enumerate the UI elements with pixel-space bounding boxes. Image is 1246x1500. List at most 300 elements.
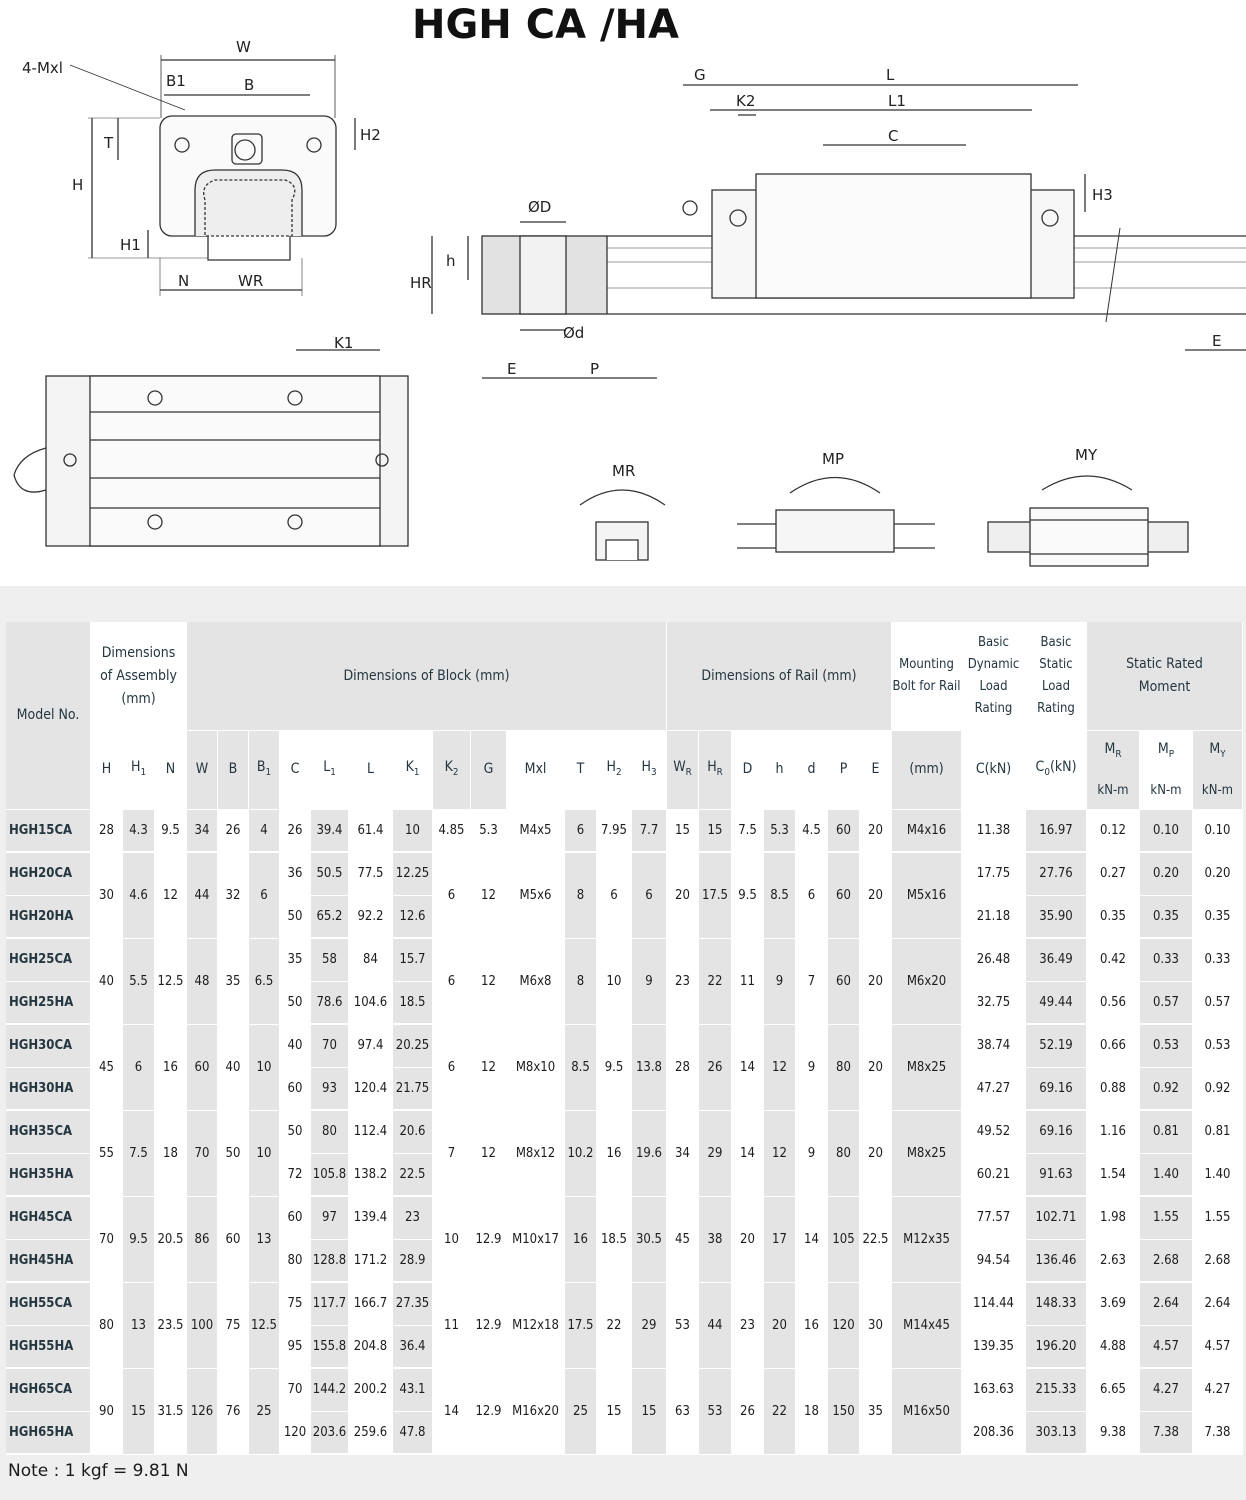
- cell-mr: 0.12: [1087, 810, 1140, 853]
- label-h1: H1: [120, 236, 141, 254]
- subheader-moment-mp: $M_P$ kN-m: [1140, 731, 1193, 810]
- cell-l: 200.2: [349, 1369, 393, 1412]
- subheader-h2: $H_2$: [597, 731, 632, 810]
- cell-wr: 34: [667, 1111, 699, 1197]
- cell-l: 166.7: [349, 1283, 393, 1326]
- cell-c0: 49.44: [1026, 982, 1087, 1025]
- cell-c: 35: [280, 939, 311, 982]
- cell-n: 18: [155, 1111, 187, 1197]
- cell-e: 20: [860, 1111, 892, 1197]
- cell-k1: 20.25: [393, 1025, 433, 1068]
- cell-my: 1.55: [1193, 1197, 1243, 1240]
- cell-d: 11: [732, 939, 764, 1025]
- label-p: P: [590, 360, 600, 378]
- cell-bolt: M6x20: [892, 939, 962, 1025]
- cell-t: 8: [565, 939, 597, 1025]
- cell-l: 97.4: [349, 1025, 393, 1068]
- cell-h3: 9: [632, 939, 667, 1025]
- cell-l1: 78.6: [311, 982, 349, 1025]
- cell-cdyn: 11.38: [962, 810, 1026, 853]
- table-row: [6, 1111, 1243, 1154]
- subheader-e: E: [860, 731, 892, 810]
- label-l1: L1: [888, 92, 906, 110]
- cell-d: 9.5: [732, 853, 764, 939]
- cell-n: 31.5: [155, 1369, 187, 1455]
- label-my: MY: [1075, 446, 1098, 464]
- top-view: [14, 350, 408, 546]
- cell-h: 45: [91, 1025, 123, 1111]
- subheader-h: h: [764, 731, 796, 810]
- cell-b1: 12.5: [249, 1283, 280, 1369]
- cell-b1: 6.5: [249, 939, 280, 1025]
- cell-c: 50: [280, 982, 311, 1025]
- cell-h: 30: [91, 853, 123, 939]
- cell-h2: 7.95: [597, 810, 632, 853]
- cell-k1: 10: [393, 810, 433, 853]
- cell-d: 7: [796, 939, 828, 1025]
- model-cell: HGH35HA: [6, 1154, 91, 1197]
- cell-k1: 20.6: [393, 1111, 433, 1154]
- cell-b1: 4: [249, 810, 280, 853]
- cell-hr: 26: [699, 1025, 732, 1111]
- cell-c: 60: [280, 1068, 311, 1111]
- model-cell: HGH25CA: [6, 939, 91, 982]
- cell-l: 61.4: [349, 810, 393, 853]
- cell-cdyn: 49.52: [962, 1111, 1026, 1154]
- cell-mr: 6.65: [1087, 1369, 1140, 1412]
- cell-c0: 102.71: [1026, 1197, 1087, 1240]
- cell-k2: 14: [433, 1369, 471, 1455]
- cell-h: 80: [91, 1283, 123, 1369]
- model-cell: HGH65HA: [6, 1412, 91, 1455]
- label-h2: H2: [360, 126, 381, 144]
- cell-hr: 53: [699, 1369, 732, 1455]
- cell-k1: 43.1: [393, 1369, 433, 1412]
- cell-mr: 0.88: [1087, 1068, 1140, 1111]
- cell-e: 20: [860, 853, 892, 939]
- moment-my-icon: [988, 476, 1188, 566]
- cell-h1: 9.5: [123, 1197, 155, 1283]
- cell-e: 30: [860, 1283, 892, 1369]
- cell-wr: 45: [667, 1197, 699, 1283]
- subheader-n: N: [155, 731, 187, 810]
- cell-c: 36: [280, 853, 311, 896]
- label-n: N: [178, 272, 190, 290]
- cell-c: 80: [280, 1240, 311, 1283]
- cell-n: 12.5: [155, 939, 187, 1025]
- cell-h: 9: [764, 939, 796, 1025]
- cell-wr: 15: [667, 810, 699, 853]
- cell-my: 4.27: [1193, 1369, 1243, 1412]
- table-row: [6, 1025, 1243, 1068]
- cell-h: 90: [91, 1369, 123, 1455]
- cell-l: 84: [349, 939, 393, 982]
- cell-mp: 1.55: [1140, 1197, 1193, 1240]
- cell-h: 22: [764, 1369, 796, 1455]
- cell-mr: 0.42: [1087, 939, 1140, 982]
- cell-c: 75: [280, 1283, 311, 1326]
- cell-c0: 215.33: [1026, 1369, 1087, 1412]
- cell-l1: 93: [311, 1068, 349, 1111]
- cell-l1: 39.4: [311, 810, 349, 853]
- cell-c0: 91.63: [1026, 1154, 1087, 1197]
- cell-k2: 7: [433, 1111, 471, 1197]
- cell-g: 12.9: [471, 1283, 507, 1369]
- cell-e: 35: [860, 1369, 892, 1455]
- cell-l: 104.6: [349, 982, 393, 1025]
- cell-mr: 1.16: [1087, 1111, 1140, 1154]
- cell-k2: 6: [433, 853, 471, 939]
- moment-mr-icon: [580, 490, 665, 560]
- cell-l1: 50.5: [311, 853, 349, 896]
- cell-k1: 28.9: [393, 1240, 433, 1283]
- cell-mr: 1.54: [1087, 1154, 1140, 1197]
- cell-b: 40: [218, 1025, 249, 1111]
- cell-wr: 20: [667, 853, 699, 939]
- cell-mp: 0.81: [1140, 1111, 1193, 1154]
- cell-h3: 7.7: [632, 810, 667, 853]
- cell-h: 8.5: [764, 853, 796, 939]
- cell-l: 138.2: [349, 1154, 393, 1197]
- cell-c0: 303.13: [1026, 1412, 1087, 1455]
- cell-cdyn: 47.27: [962, 1068, 1026, 1111]
- cell-c0: 148.33: [1026, 1283, 1087, 1326]
- cell-bolt: M14x45: [892, 1283, 962, 1369]
- cell-h2: 22: [597, 1283, 632, 1369]
- header-dynamic: Basic Dynamic Load Rating: [962, 622, 1026, 731]
- cell-wr: 53: [667, 1283, 699, 1369]
- header-block: Dimensions of Block (mm): [187, 622, 667, 731]
- label-w: W: [236, 38, 251, 56]
- cell-p: 150: [828, 1369, 860, 1455]
- cell-cdyn: 17.75: [962, 853, 1026, 896]
- model-cell: HGH45HA: [6, 1240, 91, 1283]
- cell-hr: 15: [699, 810, 732, 853]
- cell-p: 60: [828, 810, 860, 853]
- cell-my: 0.33: [1193, 939, 1243, 982]
- cell-mr: 0.56: [1087, 982, 1140, 1025]
- cell-mxl: M6x8: [507, 939, 565, 1025]
- cell-mr: 0.35: [1087, 896, 1140, 939]
- subheader-h3: $H_3$: [632, 731, 667, 810]
- label-h-small: h: [446, 252, 456, 270]
- subheader-k2: $K_2$: [433, 731, 471, 810]
- cell-bolt: M8x25: [892, 1025, 962, 1111]
- cell-k1: 21.75: [393, 1068, 433, 1111]
- cell-l1: 144.2: [311, 1369, 349, 1412]
- subheader-h: H: [91, 731, 123, 810]
- cell-mp: 0.92: [1140, 1068, 1193, 1111]
- cell-d: 6: [796, 853, 828, 939]
- cell-my: 4.57: [1193, 1326, 1243, 1369]
- subheader-l: L: [349, 731, 393, 810]
- subheader-b: B: [218, 731, 249, 810]
- cell-l1: 70: [311, 1025, 349, 1068]
- cell-cdyn: 114.44: [962, 1283, 1026, 1326]
- cell-hr: 44: [699, 1283, 732, 1369]
- cell-hr: 29: [699, 1111, 732, 1197]
- cell-p: 120: [828, 1283, 860, 1369]
- footnote: Note : 1 kgf = 9.81 N: [8, 1461, 189, 1481]
- cell-cdyn: 139.35: [962, 1326, 1026, 1369]
- model-cell: HGH55HA: [6, 1326, 91, 1369]
- cell-mp: 0.33: [1140, 939, 1193, 982]
- cell-h2: 6: [597, 853, 632, 939]
- cell-bolt: M16x50: [892, 1369, 962, 1455]
- cell-w: 86: [187, 1197, 218, 1283]
- cell-t: 10.2: [565, 1111, 597, 1197]
- cell-k1: 12.6: [393, 896, 433, 939]
- cell-l: 120.4: [349, 1068, 393, 1111]
- subheader-t: T: [565, 731, 597, 810]
- cell-mp: 4.27: [1140, 1369, 1193, 1412]
- cell-k1: 18.5: [393, 982, 433, 1025]
- cell-g: 12: [471, 1111, 507, 1197]
- cell-c0: 36.49: [1026, 939, 1087, 982]
- cell-c: 50: [280, 896, 311, 939]
- cell-b1: 13: [249, 1197, 280, 1283]
- cell-b1: 10: [249, 1111, 280, 1197]
- cell-c0: 69.16: [1026, 1068, 1087, 1111]
- cell-my: 0.81: [1193, 1111, 1243, 1154]
- cell-e: 20: [860, 1025, 892, 1111]
- cell-l1: 80: [311, 1111, 349, 1154]
- cell-d: 23: [732, 1283, 764, 1369]
- cell-e: 22.5: [860, 1197, 892, 1283]
- drawing-title: HGH CA /HA: [412, 2, 679, 48]
- subheader-moment-my: $M_Y$ kN-m: [1193, 731, 1243, 810]
- label-k2: K2: [736, 92, 756, 110]
- side-view: [432, 85, 1246, 378]
- cell-h1: 6: [123, 1025, 155, 1111]
- label-mr: MR: [612, 462, 636, 480]
- cell-h: 20: [764, 1283, 796, 1369]
- model-cell: HGH15CA: [6, 810, 91, 853]
- header-rail: Dimensions of Rail (mm): [667, 622, 892, 731]
- subheader-dynamic-unit: C(kN): [962, 731, 1026, 810]
- cell-h3: 6: [632, 853, 667, 939]
- cell-d: 20: [732, 1197, 764, 1283]
- label-od: ØD: [528, 198, 552, 216]
- cell-g: 12.9: [471, 1197, 507, 1283]
- cell-b: 32: [218, 853, 249, 939]
- cell-l1: 105.8: [311, 1154, 349, 1197]
- cell-d: 14: [732, 1025, 764, 1111]
- subheader-k1: $K_1$: [393, 731, 433, 810]
- cell-w: 34: [187, 810, 218, 853]
- cell-h3: 19.6: [632, 1111, 667, 1197]
- cell-k1: 23: [393, 1197, 433, 1240]
- cell-d: 7.5: [732, 810, 764, 853]
- cell-k1: 47.8: [393, 1412, 433, 1455]
- label-l: L: [886, 66, 895, 84]
- cell-k1: 15.7: [393, 939, 433, 982]
- cell-p: 105: [828, 1197, 860, 1283]
- cell-l1: 155.8: [311, 1326, 349, 1369]
- cell-c: 40: [280, 1025, 311, 1068]
- cell-h2: 18.5: [597, 1197, 632, 1283]
- cell-cdyn: 32.75: [962, 982, 1026, 1025]
- cell-mp: 0.20: [1140, 853, 1193, 896]
- cell-mr: 4.88: [1087, 1326, 1140, 1369]
- cell-d: 9: [796, 1025, 828, 1111]
- label-e-left: E: [507, 360, 517, 378]
- cell-g: 12: [471, 1025, 507, 1111]
- cell-t: 6: [565, 810, 597, 853]
- cell-p: 60: [828, 939, 860, 1025]
- cell-c: 70: [280, 1369, 311, 1412]
- cell-n: 20.5: [155, 1197, 187, 1283]
- subheader-p: P: [828, 731, 860, 810]
- cell-l: 204.8: [349, 1326, 393, 1369]
- cell-mxl: M8x12: [507, 1111, 565, 1197]
- cell-my: 0.20: [1193, 853, 1243, 896]
- cell-k2: 10: [433, 1197, 471, 1283]
- label-hr: HR: [410, 274, 432, 292]
- cell-mp: 4.57: [1140, 1326, 1193, 1369]
- cell-h: 70: [91, 1197, 123, 1283]
- cell-k2: 6: [433, 939, 471, 1025]
- cell-l1: 128.8: [311, 1240, 349, 1283]
- model-cell: HGH55CA: [6, 1283, 91, 1326]
- cell-my: 2.64: [1193, 1283, 1243, 1326]
- cell-k1: 22.5: [393, 1154, 433, 1197]
- cell-h: 5.3: [764, 810, 796, 853]
- cell-g: 12: [471, 853, 507, 939]
- cell-cdyn: 60.21: [962, 1154, 1026, 1197]
- cell-g: 12.9: [471, 1369, 507, 1455]
- cell-t: 25: [565, 1369, 597, 1455]
- cell-c0: 16.97: [1026, 810, 1087, 853]
- cell-mr: 9.38: [1087, 1412, 1140, 1455]
- label-wr: WR: [238, 272, 264, 290]
- cell-h1: 5.5: [123, 939, 155, 1025]
- cell-hr: 22: [699, 939, 732, 1025]
- cell-bolt: M12x35: [892, 1197, 962, 1283]
- cell-l: 77.5: [349, 853, 393, 896]
- cell-mr: 1.98: [1087, 1197, 1140, 1240]
- cell-wr: 23: [667, 939, 699, 1025]
- cell-mxl: M8x10: [507, 1025, 565, 1111]
- subheader-h1: $H_1$: [123, 731, 155, 810]
- cell-k2: 6: [433, 1025, 471, 1111]
- cell-b1: 6: [249, 853, 280, 939]
- cell-mr: 0.66: [1087, 1025, 1140, 1068]
- label-g: G: [694, 66, 706, 84]
- subheader-c: C: [280, 731, 311, 810]
- cell-b: 50: [218, 1111, 249, 1197]
- cell-h2: 10: [597, 939, 632, 1025]
- cell-h3: 13.8: [632, 1025, 667, 1111]
- cell-my: 0.35: [1193, 896, 1243, 939]
- cell-hr: 17.5: [699, 853, 732, 939]
- cell-e: 20: [860, 939, 892, 1025]
- cell-mr: 0.27: [1087, 853, 1140, 896]
- model-cell: HGH65CA: [6, 1369, 91, 1412]
- cell-mp: 2.64: [1140, 1283, 1193, 1326]
- cell-my: 0.57: [1193, 982, 1243, 1025]
- label-t: T: [104, 134, 114, 152]
- cell-k1: 27.35: [393, 1283, 433, 1326]
- cell-n: 23.5: [155, 1283, 187, 1369]
- model-cell: HGH35CA: [6, 1111, 91, 1154]
- model-cell: HGH20CA: [6, 853, 91, 896]
- cell-d: 26: [732, 1369, 764, 1455]
- cell-k1: 12.25: [393, 853, 433, 896]
- header-model: Model No.: [6, 622, 91, 810]
- cell-h3: 29: [632, 1283, 667, 1369]
- cell-my: 0.10: [1193, 810, 1243, 853]
- subheader-bolt-unit: (mm): [892, 731, 962, 810]
- cell-mp: 1.40: [1140, 1154, 1193, 1197]
- cell-w: 48: [187, 939, 218, 1025]
- front-view: [70, 55, 355, 296]
- cell-mr: 3.69: [1087, 1283, 1140, 1326]
- cell-h1: 4.6: [123, 853, 155, 939]
- subheader-b1: $B_1$: [249, 731, 280, 810]
- cell-mxl: M12x18: [507, 1283, 565, 1369]
- cell-k1: 36.4: [393, 1326, 433, 1369]
- cell-h: 12: [764, 1025, 796, 1111]
- cell-n: 12: [155, 853, 187, 939]
- cell-c0: 27.76: [1026, 853, 1087, 896]
- cell-b1: 25: [249, 1369, 280, 1455]
- subheader-l1: $L_1$: [311, 731, 349, 810]
- cell-h3: 15: [632, 1369, 667, 1455]
- technical-drawing: [0, 0, 1246, 586]
- cell-n: 9.5: [155, 810, 187, 853]
- cell-c0: 69.16: [1026, 1111, 1087, 1154]
- cell-cdyn: 21.18: [962, 896, 1026, 939]
- subheader-moment-mr: $M_R$ kN-m: [1087, 731, 1140, 810]
- label-h: H: [72, 176, 84, 194]
- label-4mxl: 4-Mxl: [22, 59, 63, 77]
- cell-l1: 203.6: [311, 1412, 349, 1455]
- cell-g: 5.3: [471, 810, 507, 853]
- header-static: Basic Static Load Rating: [1026, 622, 1087, 731]
- label-c: C: [888, 127, 899, 145]
- cell-cdyn: 26.48: [962, 939, 1026, 982]
- cell-c0: 136.46: [1026, 1240, 1087, 1283]
- subheader-hr: $H_R$: [699, 731, 732, 810]
- subheader-static-unit: $C_0(kN)$: [1026, 731, 1087, 810]
- cell-l1: 65.2: [311, 896, 349, 939]
- cell-d: 14: [732, 1111, 764, 1197]
- cell-l: 92.2: [349, 896, 393, 939]
- cell-my: 1.40: [1193, 1154, 1243, 1197]
- table-row: [6, 853, 1243, 896]
- cell-my: 2.68: [1193, 1240, 1243, 1283]
- cell-mp: 2.68: [1140, 1240, 1193, 1283]
- cell-k2: 4.85: [433, 810, 471, 853]
- cell-bolt: M8x25: [892, 1111, 962, 1197]
- cell-g: 12: [471, 939, 507, 1025]
- label-mp: MP: [822, 450, 844, 468]
- table-row: [6, 810, 1243, 853]
- cell-h: 40: [91, 939, 123, 1025]
- cell-mxl: M4x5: [507, 810, 565, 853]
- table-row: [6, 1369, 1243, 1412]
- cell-b: 26: [218, 810, 249, 853]
- model-cell: HGH20HA: [6, 896, 91, 939]
- cell-t: 16: [565, 1197, 597, 1283]
- cell-mxl: M16x20: [507, 1369, 565, 1455]
- cell-mp: 0.57: [1140, 982, 1193, 1025]
- cell-l1: 58: [311, 939, 349, 982]
- subheader-g: G: [471, 731, 507, 810]
- table-row: [6, 939, 1243, 982]
- cell-l: 139.4: [349, 1197, 393, 1240]
